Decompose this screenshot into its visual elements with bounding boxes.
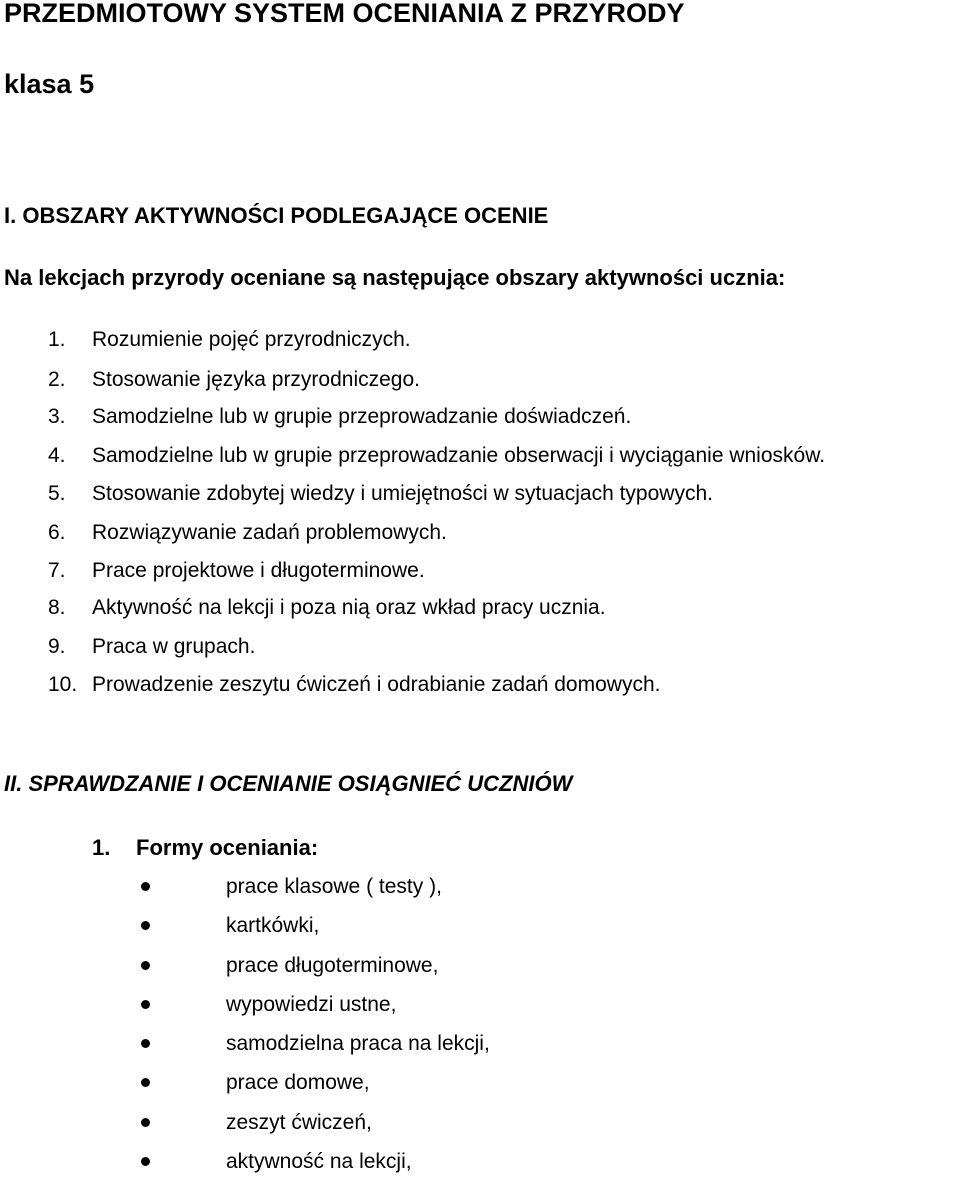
page-title: PRZEDMIOTOWY SYSTEM OCENIANIA Z PRZYRODY [4, 0, 685, 28]
bullet-item-text: prace długoterminowe, [226, 954, 439, 977]
list-item-text: Rozumienie pojęć przyrodniczych. [92, 328, 411, 351]
bullet-item-text: samodzielna praca na lekcji, [226, 1032, 490, 1055]
list-item-text: Rozwiązywanie zadań problemowych. [92, 521, 447, 544]
bullet-icon [141, 882, 150, 891]
list-item-text: Prowadzenie zeszytu ćwiczeń i odrabianie zadań domowych. [92, 673, 661, 696]
bullet-icon [141, 1039, 150, 1048]
list-item-text: Aktywność na lekcji i poza nią oraz wkład pracy ucznia. [92, 596, 606, 619]
list-item-number: 1. [48, 328, 66, 351]
forms-subheading-text: Formy oceniania: [136, 835, 319, 860]
list-item-number: 2. [48, 368, 66, 391]
bullet-item-text: wypowiedzi ustne, [226, 993, 397, 1016]
list-item-text: Samodzielne lub w grupie przeprowadzanie obserwacji i wyciąganie wniosków. [92, 444, 826, 467]
section-1-heading: I. OBSZARY AKTYWNOŚCI PODLEGAJĄCE OCENIE [4, 203, 549, 228]
bullet-icon [141, 1118, 150, 1127]
bullet-icon [141, 1000, 150, 1009]
bullet-icon [141, 961, 150, 970]
bullet-item-text: aktywność na lekcji, [226, 1150, 412, 1173]
bullet-icon [141, 1157, 150, 1166]
list-item-number: 7. [48, 559, 66, 582]
list-item-text: Stosowanie zdobytej wiedzy i umiejętności w sytuacjach typowych. [92, 482, 713, 505]
section-1-intro: Na lekcjach przyrody oceniane są następujące obszary aktywności ucznia: [4, 265, 786, 290]
bullet-icon [141, 1078, 150, 1087]
bullet-icon [141, 921, 150, 930]
list-item-number: 3. [48, 405, 66, 428]
bullet-item-text: prace domowe, [226, 1071, 370, 1094]
list-item-number: 4. [48, 444, 66, 467]
list-item-number: 5. [48, 482, 66, 505]
list-item-number: 10. [48, 673, 78, 696]
list-item-number: 8. [48, 596, 66, 619]
bullet-item-text: prace klasowe ( testy ), [226, 875, 442, 898]
list-item-text: Prace projektowe i długoterminowe. [92, 559, 425, 582]
class-label: klasa 5 [4, 69, 95, 99]
list-item-number: 9. [48, 635, 66, 658]
list-item-text: Stosowanie języka przyrodniczego. [92, 368, 421, 391]
section-2-heading: II. SPRAWDZANIE I OCENIANIE OSIĄGNIEĆ UCZNIÓW [4, 771, 573, 796]
list-item-text: Samodzielne lub w grupie przeprowadzanie doświadczeń. [92, 405, 632, 428]
bullet-item-text: zeszyt ćwiczeń, [226, 1111, 372, 1134]
list-item-number: 6. [48, 521, 66, 544]
bullet-item-text: kartkówki, [226, 914, 320, 937]
forms-subheading-number: 1. [92, 835, 111, 860]
list-item-text: Praca w grupach. [92, 635, 256, 658]
